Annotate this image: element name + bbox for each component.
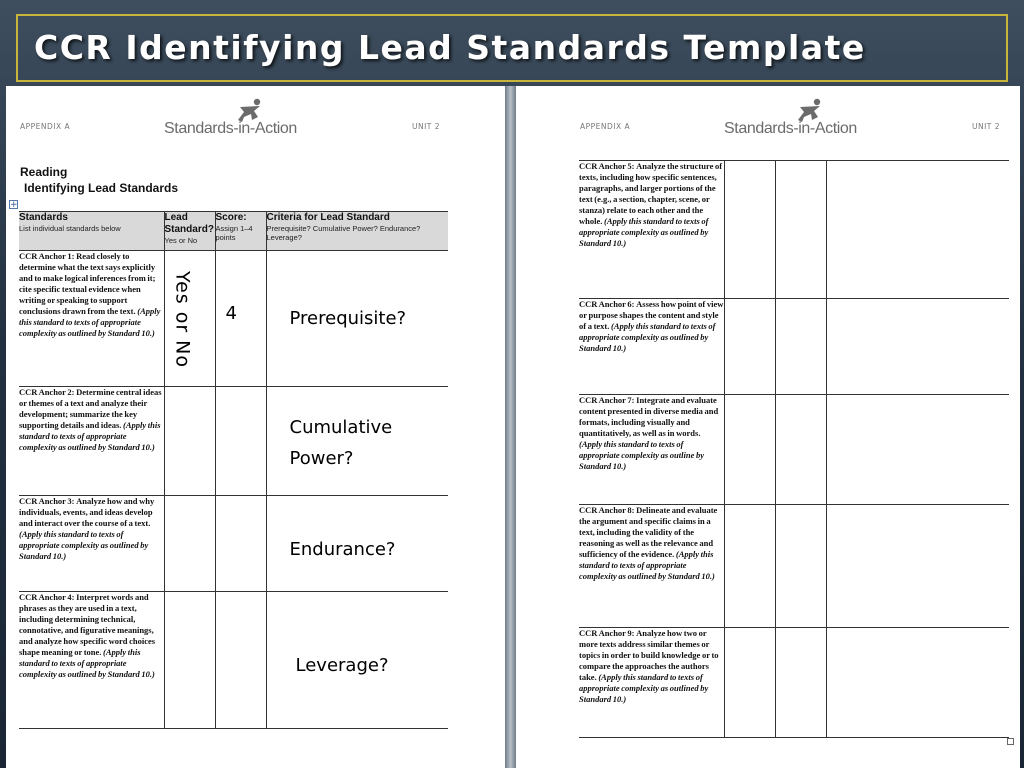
section-subtitle: Identifying Lead Standards	[24, 181, 179, 195]
criteria-cell[interactable]	[826, 395, 1009, 505]
standard-cell: CCR Anchor 1: Read closely to determine what the text says explicitly and to make logical inferences from it; cite specific textual evidence when writing or speaking to support conclusions drawn from the text. (Apply this standard to texts of appropriate complexity as outlined by Standard 10.)	[19, 251, 164, 387]
logo-text: Standards-in-Action	[164, 120, 297, 137]
table-row	[579, 505, 1009, 628]
section-title-reading: Reading	[20, 165, 68, 179]
header-score: Score: Assign 1–4 points	[215, 212, 266, 251]
table-row	[19, 496, 448, 592]
appendix-label: APPENDIX A	[20, 122, 71, 131]
criteria-cell[interactable]	[266, 592, 448, 729]
table-row	[579, 299, 1009, 395]
table-move-handle-icon[interactable]: +	[10, 200, 18, 210]
lead-standard-cell[interactable]	[164, 387, 215, 496]
standards-in-action-logo	[164, 98, 314, 146]
lead-standard-cell[interactable]	[724, 299, 775, 395]
criteria-value: Leverage?	[295, 655, 389, 676]
criteria-cell[interactable]	[826, 628, 1009, 738]
criteria-cell[interactable]	[826, 505, 1009, 628]
table-row	[579, 395, 1009, 505]
criteria-value: Cumulative Power?	[289, 417, 393, 469]
header-standards: Standards List individual standards below	[19, 212, 164, 251]
table-row	[579, 161, 1009, 299]
lead-standards-table	[19, 211, 448, 729]
criteria-cell[interactable]	[266, 251, 448, 387]
appendix-label: APPENDIX A	[580, 122, 631, 131]
score-value: 4	[225, 303, 237, 324]
header-lead-standard: Lead Standard? Yes or No	[164, 212, 215, 251]
lead-standard-cell[interactable]	[724, 395, 775, 505]
table-row	[19, 387, 448, 496]
page-gutter	[505, 86, 516, 768]
right-document-page	[516, 86, 1020, 768]
criteria-cell[interactable]	[266, 387, 448, 496]
table-resize-handle[interactable]	[1007, 738, 1014, 745]
standard-cell: CCR Anchor 8: Delineate and evaluate the argument and specific claims in a text, including the validity of the reasoning as well as the relevance and sufficiency of the evidence. (Apply this standard to texts of appropriate complexity as outlined by Standard 10.)	[579, 505, 724, 628]
lead-standard-value: Yes or No	[171, 271, 194, 369]
lead-standard-cell[interactable]	[164, 592, 215, 729]
section-title	[20, 164, 178, 196]
score-cell[interactable]	[775, 505, 826, 628]
score-cell[interactable]	[215, 496, 266, 592]
criteria-cell[interactable]	[826, 161, 1009, 299]
lead-standard-cell[interactable]	[724, 505, 775, 628]
table-header-row	[19, 212, 448, 251]
header-criteria: Criteria for Lead Standard Prerequisite? Cumulative Power? Endurance? Leverage?	[266, 212, 448, 251]
score-cell[interactable]	[215, 251, 266, 387]
standard-cell: CCR Anchor 5: Analyze the structure of texts, including how specific sentences, paragraphs, and larger portions of the text (e.g., a section, chapter, scene, or stanza) relate to each other and the whole. (Apply this standard to texts of appropriate complexity as outlined by Standard 10.)	[579, 161, 724, 299]
table-row	[19, 592, 448, 729]
lead-standard-cell[interactable]	[164, 251, 215, 387]
document-header	[516, 98, 1020, 148]
criteria-cell[interactable]	[266, 496, 448, 592]
score-cell[interactable]	[775, 395, 826, 505]
score-cell[interactable]	[775, 628, 826, 738]
score-cell[interactable]	[215, 387, 266, 496]
left-document-page	[6, 86, 505, 768]
standard-cell: CCR Anchor 7: Integrate and evaluate content presented in diverse media and formats, including visually and quantitatively, as well as in words. (Apply this standard to texts of appropriate complexity as outline by Standard 10.)	[579, 395, 724, 505]
criteria-cell[interactable]	[826, 299, 1009, 395]
standard-cell: CCR Anchor 6: Assess how point of view or purpose shapes the content and style of a text. (Apply this standard to texts of appropriate complexity as outlined by Standard 10.)	[579, 299, 724, 395]
lead-standard-cell[interactable]	[724, 161, 775, 299]
standard-cell: CCR Anchor 2: Determine central ideas or themes of a text and analyze their development; summarize the key supporting details and ideas. (Apply this standard to texts of appropriate complexity as outlined by Standard 10.)	[19, 387, 164, 496]
table-row	[579, 628, 1009, 738]
logo-text: Standards-in-Action	[724, 120, 857, 137]
table-row	[19, 251, 448, 387]
criteria-value: Prerequisite?	[289, 308, 407, 329]
standards-in-action-logo	[724, 98, 874, 146]
score-cell[interactable]	[215, 592, 266, 729]
criteria-value: Endurance?	[289, 539, 396, 560]
standard-cell: CCR Anchor 4: Interpret words and phrases as they are used in a text, including determining technical, connotative, and figurative meanings, and analyze how specific word choices shape meaning or tone. (Apply this standard to texts of appropriate complexity as outlined by Standard 10.)	[19, 592, 164, 729]
lead-standard-cell[interactable]	[164, 496, 215, 592]
standard-cell: CCR Anchor 9: Analyze how two or more texts address similar themes or topics in order to build knowledge or to compare the approaches the authors take. (Apply this standard to texts of appropriate complexity as outlined by Standard 10.)	[579, 628, 724, 738]
unit-label: UNIT 2	[412, 122, 441, 131]
lead-standard-cell[interactable]	[724, 628, 775, 738]
document-header	[6, 98, 505, 148]
standard-cell: CCR Anchor 3: Analyze how and why individuals, events, and ideas develop and interact over the course of a text. (Apply this standard to texts of appropriate complexity as outlined by Standard 10.)	[19, 496, 164, 592]
slide-title: CCR Identifying Lead Standards Template	[34, 28, 866, 67]
score-cell[interactable]	[775, 299, 826, 395]
score-cell[interactable]	[775, 161, 826, 299]
lead-standards-table-continued	[579, 160, 1009, 738]
unit-label: UNIT 2	[972, 122, 1001, 131]
